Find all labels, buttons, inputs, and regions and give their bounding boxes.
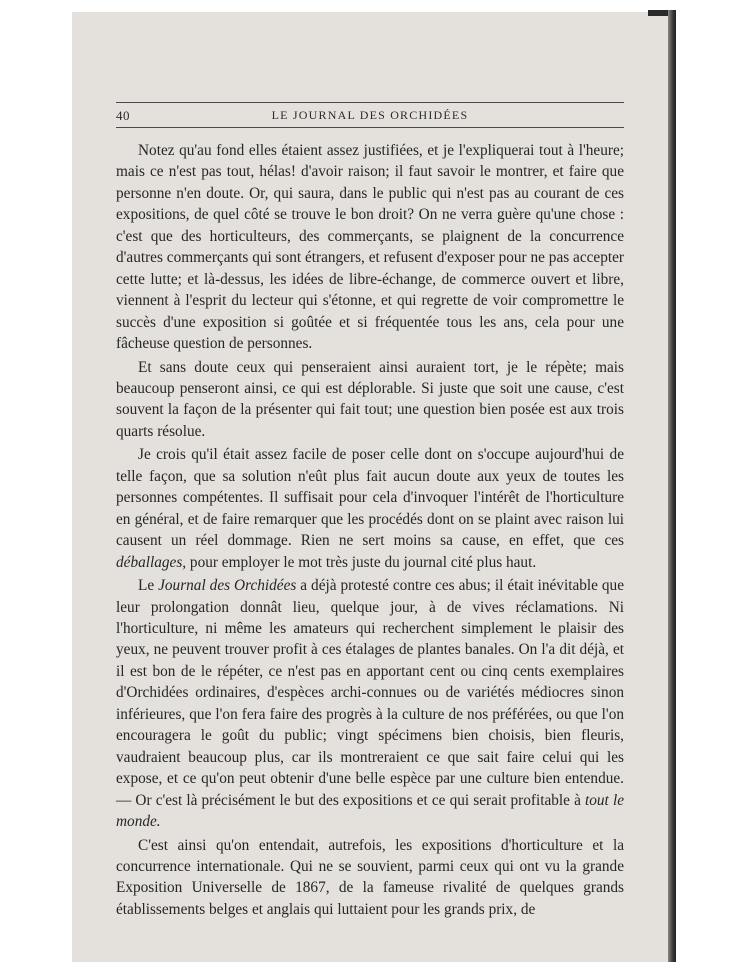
page-number: 40 bbox=[116, 108, 130, 123]
header-rule-top bbox=[116, 102, 624, 103]
paragraph bbox=[116, 140, 624, 355]
paragraph-text: pour employer le mot très juste du journal cité plus haut. bbox=[186, 553, 537, 571]
scan-corner-mark bbox=[648, 10, 668, 16]
paragraph bbox=[116, 575, 624, 832]
paragraph-text: Notez qu'au fond elles étaient assez justifiées, et je l'expliquerai tout à l'heure; mais ce n'est pas tout, hélas! d'avoir raison; il faut savoir le montrer, et faire que personne n'en doute. Or, qui saura, dans le public qui n'est pas au courant de ces expositions, de quel côté se trouve le bon droit? On ne verra guère qu'une chose : c'est que des horticulteurs, des commerçants, se plaignent de la concurrence d'autres commerçants qui sont étrangers, et refusent d'exposer pour ne pas accepter cette lutte; et là-dessus, les idées de libre-échange, de commerce ouvert et libre, viennent à l'esprit du lecteur qui s'étonne, et qui regrette de voir compromettre le succès d'une exposition si goûtée et si fréquentée tous les ans, cela pour une fâcheuse question de personnes. bbox=[116, 142, 624, 353]
paragraph-text: Et sans doute ceux qui penseraient ainsi auraient tort, je le répète; mais beaucoup penseront ainsi, ce qui est déplorable. Si juste que soit une cause, c'est souvent la façon de la présenter qui fait tout; une question bien posée est aux trois quarts résolue. bbox=[116, 358, 624, 440]
paragraph bbox=[116, 444, 624, 573]
italic-phrase: tout le monde. bbox=[116, 791, 624, 831]
italic-term: déballages, bbox=[116, 553, 187, 571]
journal-title: Journal des Orchidées bbox=[158, 577, 297, 595]
paragraph-text: Le bbox=[138, 577, 159, 595]
paragraph-text: Je crois qu'il était assez facile de poser celle dont on s'occupe aujourd'hui de telle façon, que sa solution n'eût plus fait aucun doute aux yeux de toutes les personnes compétentes. Il suffisait pour cela d'invoquer l'intérêt de l'horticulture en général, et de faire remarquer que les procédés dont on se plaint avec raison lui causent un réel dommage. Rien ne sert moins sa cause, en effet, que ces bbox=[116, 446, 624, 550]
article-body bbox=[116, 140, 624, 920]
header-rule-bottom bbox=[116, 127, 624, 128]
running-header bbox=[116, 106, 624, 126]
paragraph-text: a déjà protesté contre ces abus; il était inévitable que leur prolongation donnât lieu, quelque jour, à de vives réclamations. Ni l'horticulture, ni même les amateurs qui recherchent simplement le plaisir des yeux, ne peuvent trouver profit à ces étalages de plantes banales. On l'a dit déjà, et il est bon de le répéter, ce n'est pas en apportant cent ou cinq cents exemplaires d'Orchidées ordinaires, d'espèces archi-connues ou de variétés médiocres sinon inférieures, que l'on fera faire des progrès à la culture de nos préférées, ou que l'on encouragera le goût du public; vingt spécimens bien choisis, bien fleuris, vaudraient beaucoup plus, car ils montreraient ce que sait faire celui qui les expose, et ce qu'on peut obtenir d'une belle espèce par une culture bien entendue. — Or c'est là précisément le but des expositions et ce qui serait profitable à bbox=[116, 577, 624, 809]
paragraph bbox=[116, 835, 624, 921]
paragraph bbox=[116, 357, 624, 443]
paragraph-text: C'est ainsi qu'on entendait, autrefois, les expositions d'horticulture et la concurrence internationale. Qui ne se souvient, parmi ceux qui ont vu la grande Exposition Universelle de 1867, de la fameuse rivalité de quelques grands établissements belges et anglais qui luttaient pour les grands prix, de bbox=[116, 836, 624, 918]
page-edge-shadow bbox=[668, 10, 676, 962]
running-title: LE JOURNAL DES ORCHIDÉES bbox=[271, 108, 469, 122]
